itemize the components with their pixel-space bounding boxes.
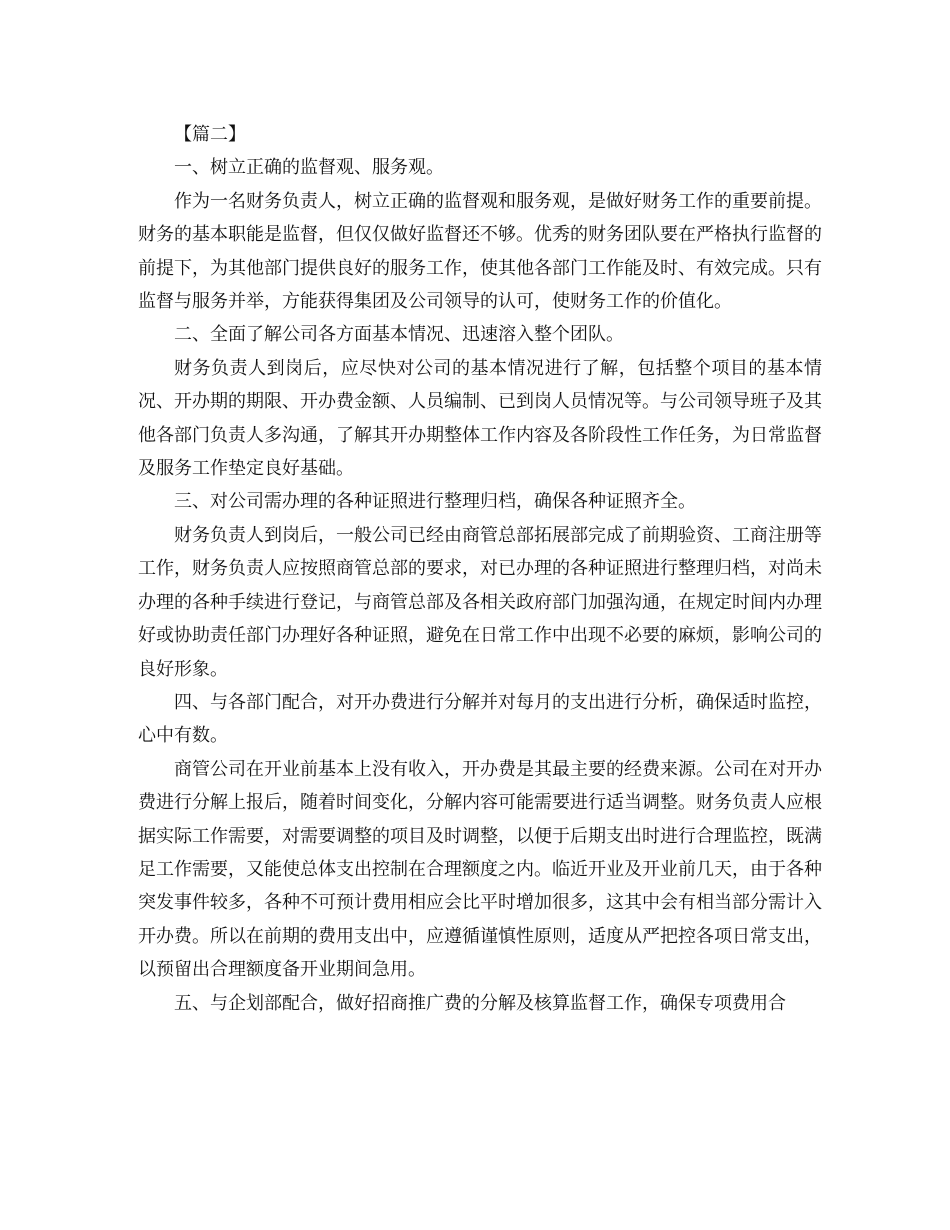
heading-4: 四、与各部门配合，对开办费进行分解并对每月的支出进行分析，确保适时监控，心中有数。	[138, 691, 822, 747]
heading-1: 一、树立正确的监督观、服务观。	[174, 157, 444, 179]
paragraph-4: 商管公司在开业前基本上没有收入，开办费是其最主要的经费来源。公司在对开办费进行分解上报后，随着时间变化，分解内容可能需要进行适当调整。财务负责人应根据实际工作需要，对需要调整的项目及时调整，以便于后期支出时进行合理监控，既满足工作需要，又能使总体支出控制在合理额度之内。临近开业及开业前几天，由于各种突发事件较多，各种不可预计费用相应会比平时增加很多，这其中会有相当部分需计入开办费。所以在前期的费用支出中，应遵循谨慎性原则，适度从严把控各项日常支出，以预留出合理额度备开业期间急用。	[138, 758, 822, 981]
document-body	[138, 118, 822, 1020]
heading-2: 二、全面了解公司各方面基本情况、迅速溶入整个团队。	[174, 324, 624, 346]
paragraph-3: 财务负责人到岗后，一般公司已经由商管总部拓展部完成了前期验资、工商注册等工作，财务负责人应按照商管总部的要求，对已办理的各种证照进行整理归档，对尚未办理的各种手续进行登记，与商管总部及各相关政府部门加强沟通，在规定时间内办理好或协助责任部门办理好各种证照，避免在日常工作中出现不必要的麻烦，影响公司的良好形象。	[138, 524, 822, 680]
section-label: 【篇二】	[174, 124, 246, 145]
heading-3: 三、对公司需办理的各种证照进行整理归档，确保各种证照齐全。	[174, 491, 696, 513]
heading-5: 五、与企划部配合，做好招商推广费的分解及核算监督工作，确保专项费用合	[174, 992, 786, 1014]
paragraph-2: 财务负责人到岗后，应尽快对公司的基本情况进行了解，包括整个项目的基本情况、开办期的期限、开办费金额、人员编制、已到岗人员情况等。与公司领导班子及其他各部门负责人多沟通，了解其开办期整体工作内容及各阶段性工作任务，为日常监督及服务工作垫定良好基础。	[138, 357, 822, 480]
paragraph-1: 作为一名财务负责人，树立正确的监督观和服务观，是做好财务工作的重要前提。财务的基本职能是监督，但仅仅做好监督还不够。优秀的财务团队要在严格执行监督的前提下，为其他部门提供良好的服务工作，使其他各部门工作能及时、有效完成。只有监督与服务并举，方能获得集团及公司领导的认可，使财务工作的价值化。	[138, 190, 822, 313]
